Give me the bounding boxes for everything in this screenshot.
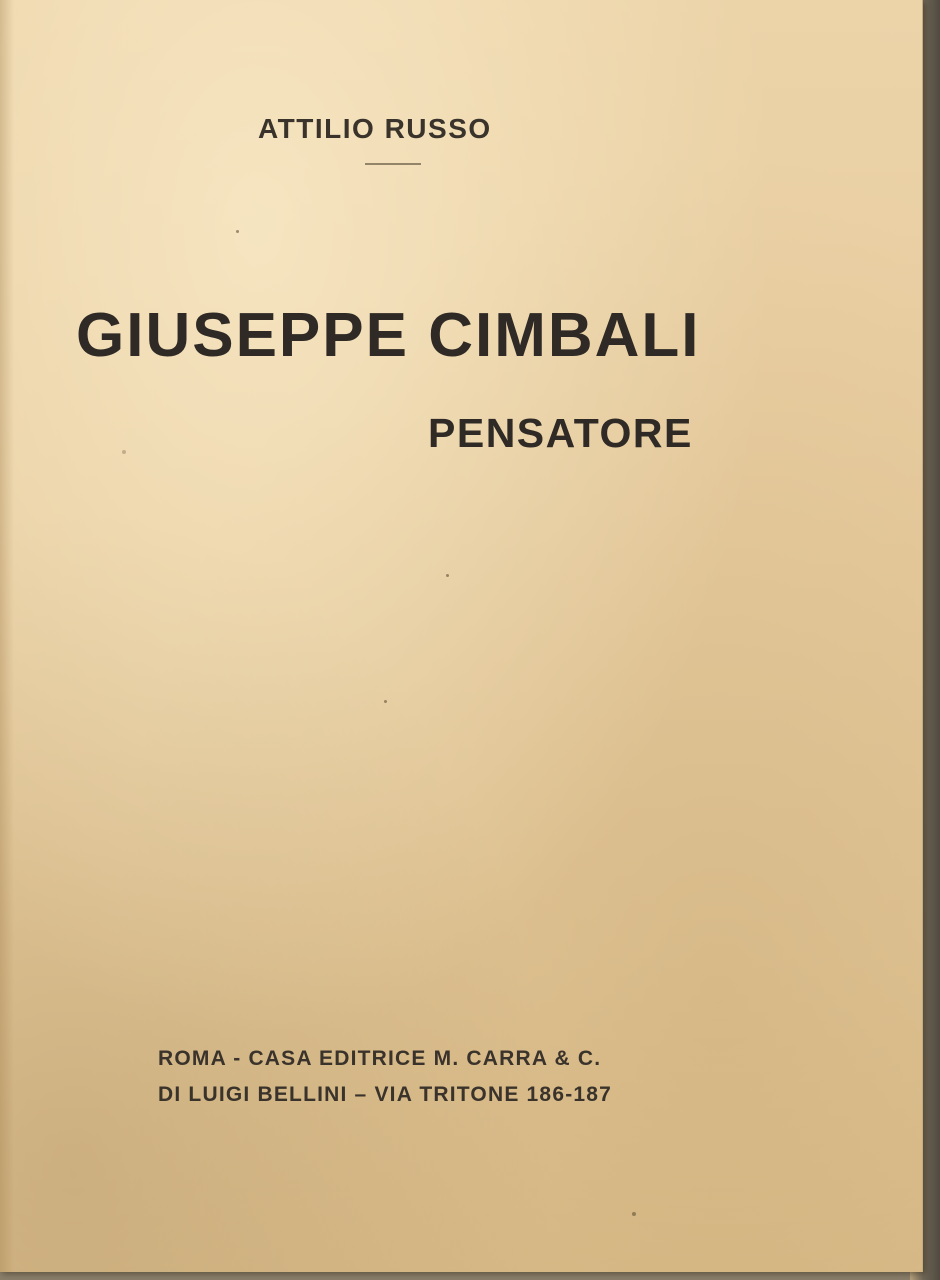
author-divider <box>365 163 421 165</box>
paper-speck <box>236 230 239 233</box>
book-title: GIUSEPPE CIMBALI <box>76 301 701 370</box>
paper-speck <box>446 574 449 577</box>
paper-speck <box>632 1212 636 1216</box>
book-subtitle: PENSATORE <box>428 410 693 456</box>
author-name: ATTILIO RUSSO <box>258 113 492 144</box>
paper-speck <box>384 700 387 703</box>
publisher-imprint-line-2: DI LUIGI BELLINI – VIA TRITONE 186-187 <box>158 1083 613 1106</box>
publisher-imprint-line-1: ROMA - CASA EDITRICE M. CARRA & C. <box>158 1047 602 1070</box>
paper-speck <box>122 450 126 454</box>
cover-spine-shadow <box>0 0 14 1272</box>
